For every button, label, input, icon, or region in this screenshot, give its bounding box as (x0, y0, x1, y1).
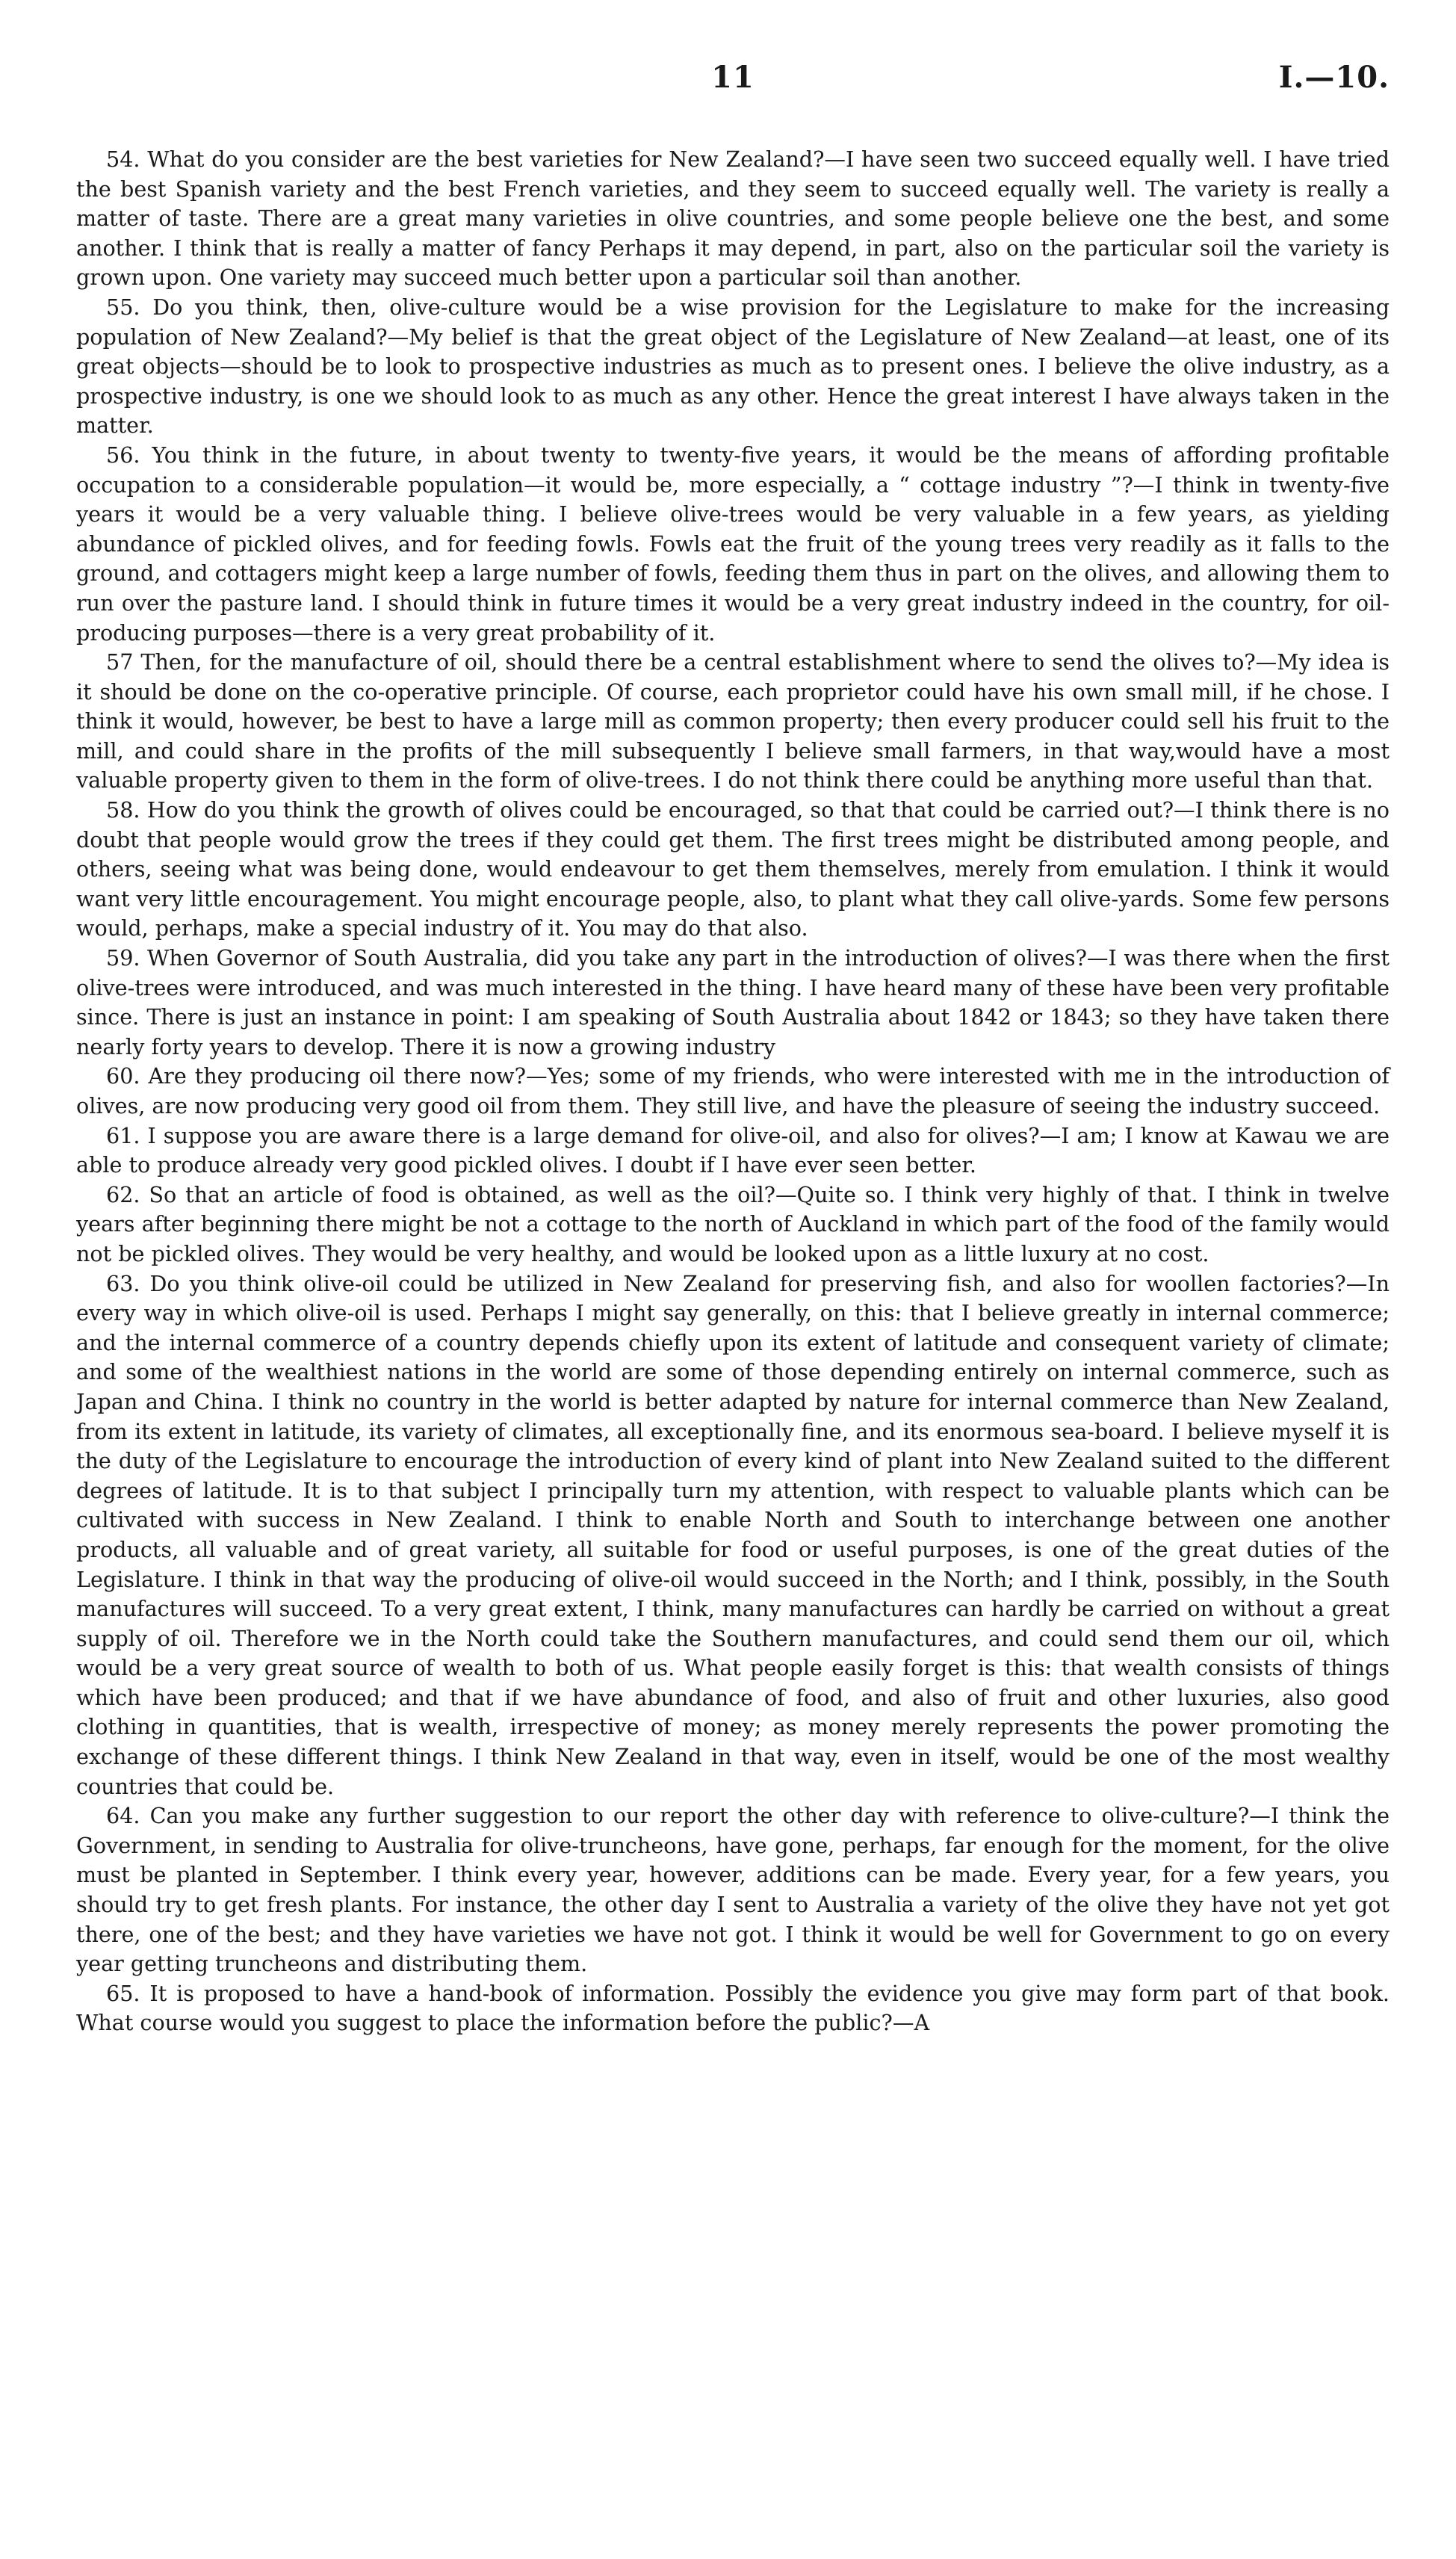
paragraph-57: 57 Then, for the manufacture of oil, should there be a central establishment where to send the olives to?—My idea is it should be done on the co-operative principle. Of course, each proprietor could have his own small mill, if he chose. I think it would, however, be best to have a large mill as common property; then every producer could sell his fruit to the mill, and could share in the profits of the mill subsequently I believe small farmers, in that way,would have a most valuable property given to them in the form of olive-trees. I do not think there could be anything more useful than that. (76, 649, 1390, 793)
paragraph-54: 54. What do you consider are the best varieties for New Zealand?—I have seen two succeed equally well. I have tried the best Spanish variety and the best French varieties, and they seem to succeed equally well. The variety is really a matter of taste. There are a great many varieties in olive countries, and some people believe one the best, and some another. I think that is really a matter of fancy Perhaps it may depend, in part, also on the particular soil the variety is grown upon. One variety may succeed much better upon a particular soil than another. (76, 146, 1390, 291)
paragraph-63: 63. Do you think olive-oil could be utilized in New Zealand for preserving fish, and also for woollen factories?—In every way in which olive-oil is used. Perhaps I might say generally, on this: that I believe greatly in internal commerce; and the internal commerce of a country depends chiefly upon its extent of latitude and consequent variety of climate; and some of the wealthiest nations in the world are some of those depending entirely on internal commerce, such as Japan and China. I think no country in the world is better adapted by nature for internal commerce than New Zealand, from its extent in latitude, its variety of climates, all exceptionally fine, and its enormous sea-board. I believe myself it is the duty of the Legislature to encourage the introduction of every kind of plant into New Zealand suited to the different degrees of latitude. It is to that subject I principally turn my attention, with respect to valuable plants which can be cultivated with success in New Zealand. I think to enable North and South to interchange between one another products, all valuable and of great variety, all suitable for food or useful purposes, is one of the great duties of the Legislature. I think in that way the producing of olive-oil would succeed in the North; and I think, possibly, in the South manufactures will succeed. To a very great extent, I think, many manufactures can hardly be carried on without a great supply of oil. Therefore we in the North could take the Southern manufactures, and could send them our oil, which would be a very great source of wealth to both of us. What people easily forget is this: that wealth consists of things which have been produced; and that if we have abundance of food, and also of fruit and other luxuries, also good clothing in quantities, that is wealth, irrespective of money; as money merely represents the power promoting the exchange of these different things. I think New Zealand in that way, even in itself, would be one of the most wealthy countries that could be. (76, 1270, 1390, 1799)
paragraph-59: 59. When Governor of South Australia, did you take any part in the introduction of olives?—I was there when the first olive-trees were introduced, and was much interested in the thing. I have heard many of these have been very profitable since. There is just an instance in point: I am speaking of South Australia about 1842 or 1843; so they have taken there nearly forty years to develop. There it is now a growing industry (76, 945, 1390, 1059)
paragraph-56: 56. You think in the future, in about twenty to twenty-five years, it would be the means of affording profitable occupation to a considerable population—it would be, more especially, a “ cottage industry ”?—I think in twenty-five years it would be a very valuable thing. I believe olive-trees would be very valuable in a few years, as yielding abundance of pickled olives, and for feeding fowls. Fowls eat the fruit of the young trees very readily as it falls to the ground, and cottagers might keep a large number of fowls, feeding them thus in part on the olives, and allowing them to run over the pasture land. I should think in future times it would be a very great industry indeed in the country, for oil-producing purposes—there is a very great probability of it. (76, 442, 1390, 646)
paragraph-65: 65. It is proposed to have a hand-book of information. Possibly the evidence you give may form part of that book. What course would you suggest to place the information before the public?—A (76, 1980, 1390, 2036)
paragraph-60: 60. Are they producing oil there now?—Yes; some of my friends, who were interested with me in the introduction of olives, are now producing very good oil from them. They still live, and have the pleasure of seeing the industry succeed. (76, 1063, 1390, 1118)
page-header (76, 52, 1390, 105)
paragraph-62: 62. So that an article of food is obtained, as well as the oil?—Quite so. I think very highly of that. I think in twelve years after beginning there might be not a cottage to the north of Auckland in which part of the food of the family would not be pickled olives. They would be very healthy, and would be looked upon as a little luxury at no cost. (76, 1181, 1390, 1266)
body-text (76, 145, 1390, 2038)
page-number: 11 (711, 60, 755, 95)
document-reference: I.—10. (1278, 60, 1390, 95)
paragraph-55: 55. Do you think, then, olive-culture would be a wise provision for the Legislature to make for the increasing population of New Zealand?—My belief is that the great object of the Legislature of New Zealand—at least, one of its great objects—should be to look to prospective industries as much as to present ones. I believe the olive industry, as a prospective industry, is one we should look to as much as any other. Hence the great interest I have always taken in the matter. (76, 294, 1390, 439)
paragraph-58: 58. How do you think the growth of olives could be encouraged, so that that could be carried out?—I think there is no doubt that people would grow the trees if they could get them. The first trees might be distributed among people, and others, seeing what was being done, would endeavour to get them themselves, merely from emulation. I think it would want very little encouragement. You might encourage people, also, to plant what they call olive-yards. Some few persons would, perhaps, make a special industry of it. You may do that also. (76, 797, 1390, 941)
document-page (76, 52, 1390, 2038)
paragraph-61: 61. I suppose you are aware there is a large demand for olive-oil, and also for olives?—I am; I know at Kawau we are able to produce already very good pickled olives. I doubt if I have ever seen better. (76, 1122, 1390, 1178)
paragraph-64: 64. Can you make any further suggestion to our report the other day with reference to olive-culture?—I think the Government, in sending to Australia for olive-truncheons, have gone, perhaps, far enough for the moment, for the olive must be planted in September. I think every year, however, additions can be made. Every year, for a few years, you should try to get fresh plants. For instance, the other day I sent to Australia a variety of the olive they have not yet got there, one of the best; and they have varieties we have not got. I think it would be well for Government to go on every year getting truncheons and distributing them. (76, 1803, 1390, 1977)
